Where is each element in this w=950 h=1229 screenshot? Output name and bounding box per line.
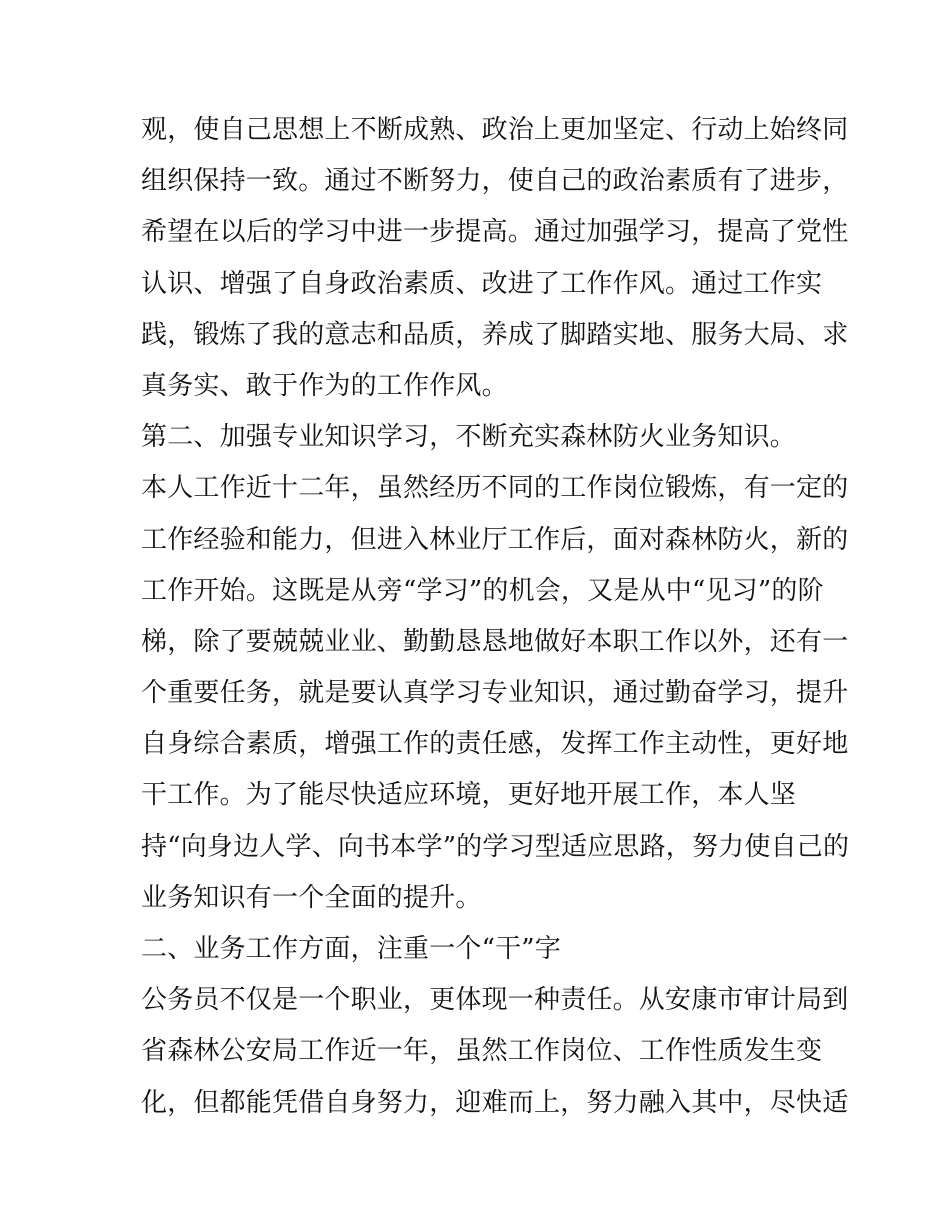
section-heading-line: 第二、加强专业知识学习，不断充实森林防火业务知识。 [141, 422, 797, 453]
text-line: 自身综合素质，增强工作的责任感，发挥工作主动性，更好地 [141, 729, 849, 760]
text-line: 化，但都能凭借自身努力，迎难而上，努力融入其中，尽快适 [141, 1087, 849, 1118]
text-line: 本人工作近十二年，虽然经历不同的工作岗位锻炼，有一定的 [141, 473, 849, 504]
text-line: 工作开始。这既是从旁“学习”的机会，又是从中“见习”的阶 [141, 575, 824, 606]
text-line: 业务知识有一个全面的提升。 [141, 882, 482, 913]
text-line: 组织保持一致。通过不断努力，使自己的政治素质有了进步， [141, 166, 849, 197]
text-line: 希望在以后的学习中进一步提高。通过加强学习，提高了党性 [141, 217, 849, 248]
text-line: 真务实、敢于作为的工作作风。 [141, 370, 508, 401]
text-line: 梯，除了要兢兢业业、勤勤恳恳地做好本职工作以外，还有一 [141, 626, 849, 657]
section-heading-line: 二、业务工作方面，注重一个“干”字 [141, 934, 561, 964]
text-line: 工作经验和能力，但进入林业厅工作后，面对森林防火，新的 [141, 524, 849, 555]
text-line: 省森林公安局工作近一年，虽然工作岗位、工作性质发生变 [141, 1036, 823, 1067]
text-line: 践，锻炼了我的意志和品质，养成了脚踏实地、服务大局、求 [141, 319, 849, 350]
text-line: 认识、增强了自身政治素质、改进了工作作风。通过工作实 [141, 268, 823, 299]
text-line: 持“向身边人学、向书本学”的学习型适应思路，努力使自己的 [141, 831, 850, 862]
text-line: 个重要任务，就是要认真学习专业知识，通过勤奋学习，提升 [141, 678, 849, 709]
text-line: 公务员不仅是一个职业，更体现一种责任。从安康市审计局到 [141, 985, 849, 1016]
body-text [141, 105, 850, 1129]
text-line: 干工作。为了能尽快适应环境，更好地开展工作，本人坚 [141, 780, 797, 811]
text-line: 观，使自己思想上不断成熟、政治上更加坚定、行动上始终同 [141, 115, 849, 145]
